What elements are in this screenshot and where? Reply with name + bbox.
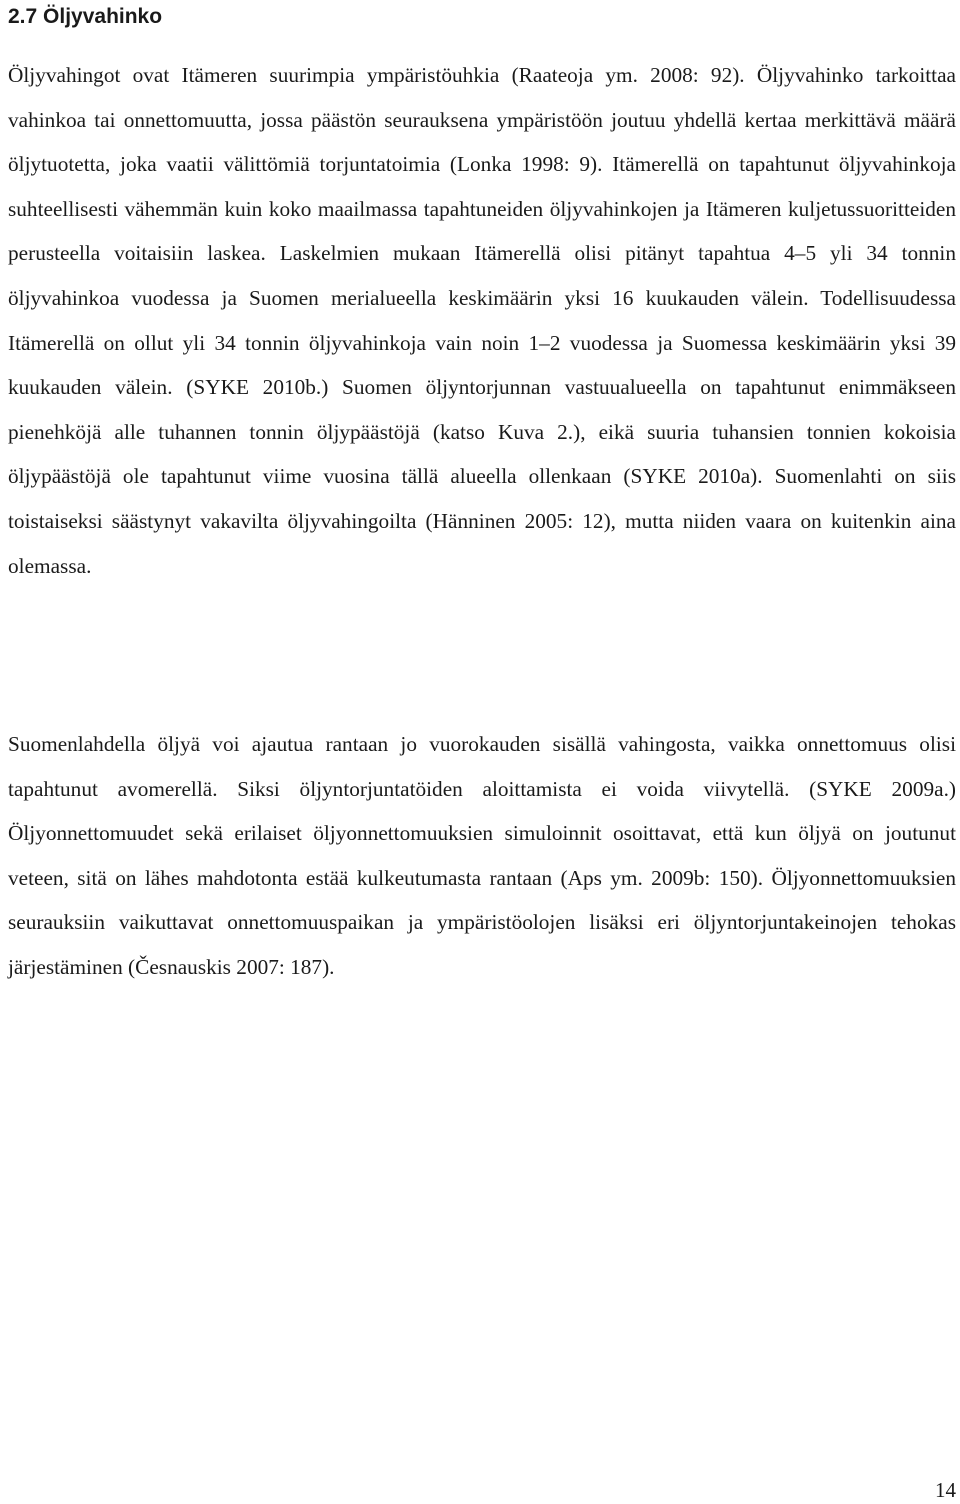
section-heading: 2.7 Öljyvahinko <box>8 5 163 28</box>
page-number: 14 <box>935 1478 956 1502</box>
body-paragraph-1: Öljyvahingot ovat Itämeren suurimpia ympäristöuhkia (Raateoja ym. 2008: 92). Öljyvahinko tarkoittaa vahinkoa tai onnettomuutta, jossa päästön seurauksena ympäristöön joutuu yhdellä kertaa merkittävä määrä öljytuotetta, joka vaatii välittömiä torjuntatoimia (Lonka 1998: 9). Itämerellä on tapahtunut öljyvahinkoja suhteellisesti vähemmän kuin koko maailmassa tapahtuneiden öljyvahinkojen ja Itämeren kuljetussuoritteiden perusteella voitaisiin laskea. Laskelmien mukaan Itämerellä olisi pitänyt tapahtua 4–5 yli 34 tonnin öljyvahinkoa vuodessa ja Suomen merialueella keskimäärin yksi 16 kuukauden välein. Todellisuudessa Itämerellä on ollut yli 34 tonnin öljyvahinkoja vain noin 1–2 vuodessa ja Suomessa keskimäärin yksi 39 kuukauden välein. (SYKE 2010b.) Suomen öljyntorjunnan vastuualueella on tapahtunut enimmäkseen pienehköjä alle tuhannen tonnin öljypäästöjä (katso Kuva 2.), eikä suuria tuhansien tonnien kokoisia öljypäästöjä ole tapahtunut viime vuosina tällä alueella ollenkaan (SYKE 2010a). Suomenlahti on siis toistaiseksi säästynyt vakavilta öljyvahingoilta (Hänninen 2005: 12), mutta niiden vaara on kuitenkin aina olemassa. <box>8 63 956 578</box>
body-paragraph-2: Suomenlahdella öljyä voi ajautua rantaan jo vuorokauden sisällä vahingosta, vaikka onnettomuus olisi tapahtunut avomerellä. Siksi öljyntorjuntatöiden aloittamista ei voida viivytellä. (SYKE 2009a.) Öljyonnettomuudet sekä erilaiset öljyonnettomuuksien simuloinnit osoittavat, että kun öljyä on joutunut veteen, sitä on lähes mahdotonta estää kulkeutumasta rantaan (Aps ym. 2009b: 150). Öljyonnettomuuksien seurauksiin vaikuttavat onnettomuuspaikan ja ympäristöolojen lisäksi eri öljyntorjuntakeinojen tehokas järjestäminen (Česnauskis 2007: 187). <box>8 732 956 979</box>
